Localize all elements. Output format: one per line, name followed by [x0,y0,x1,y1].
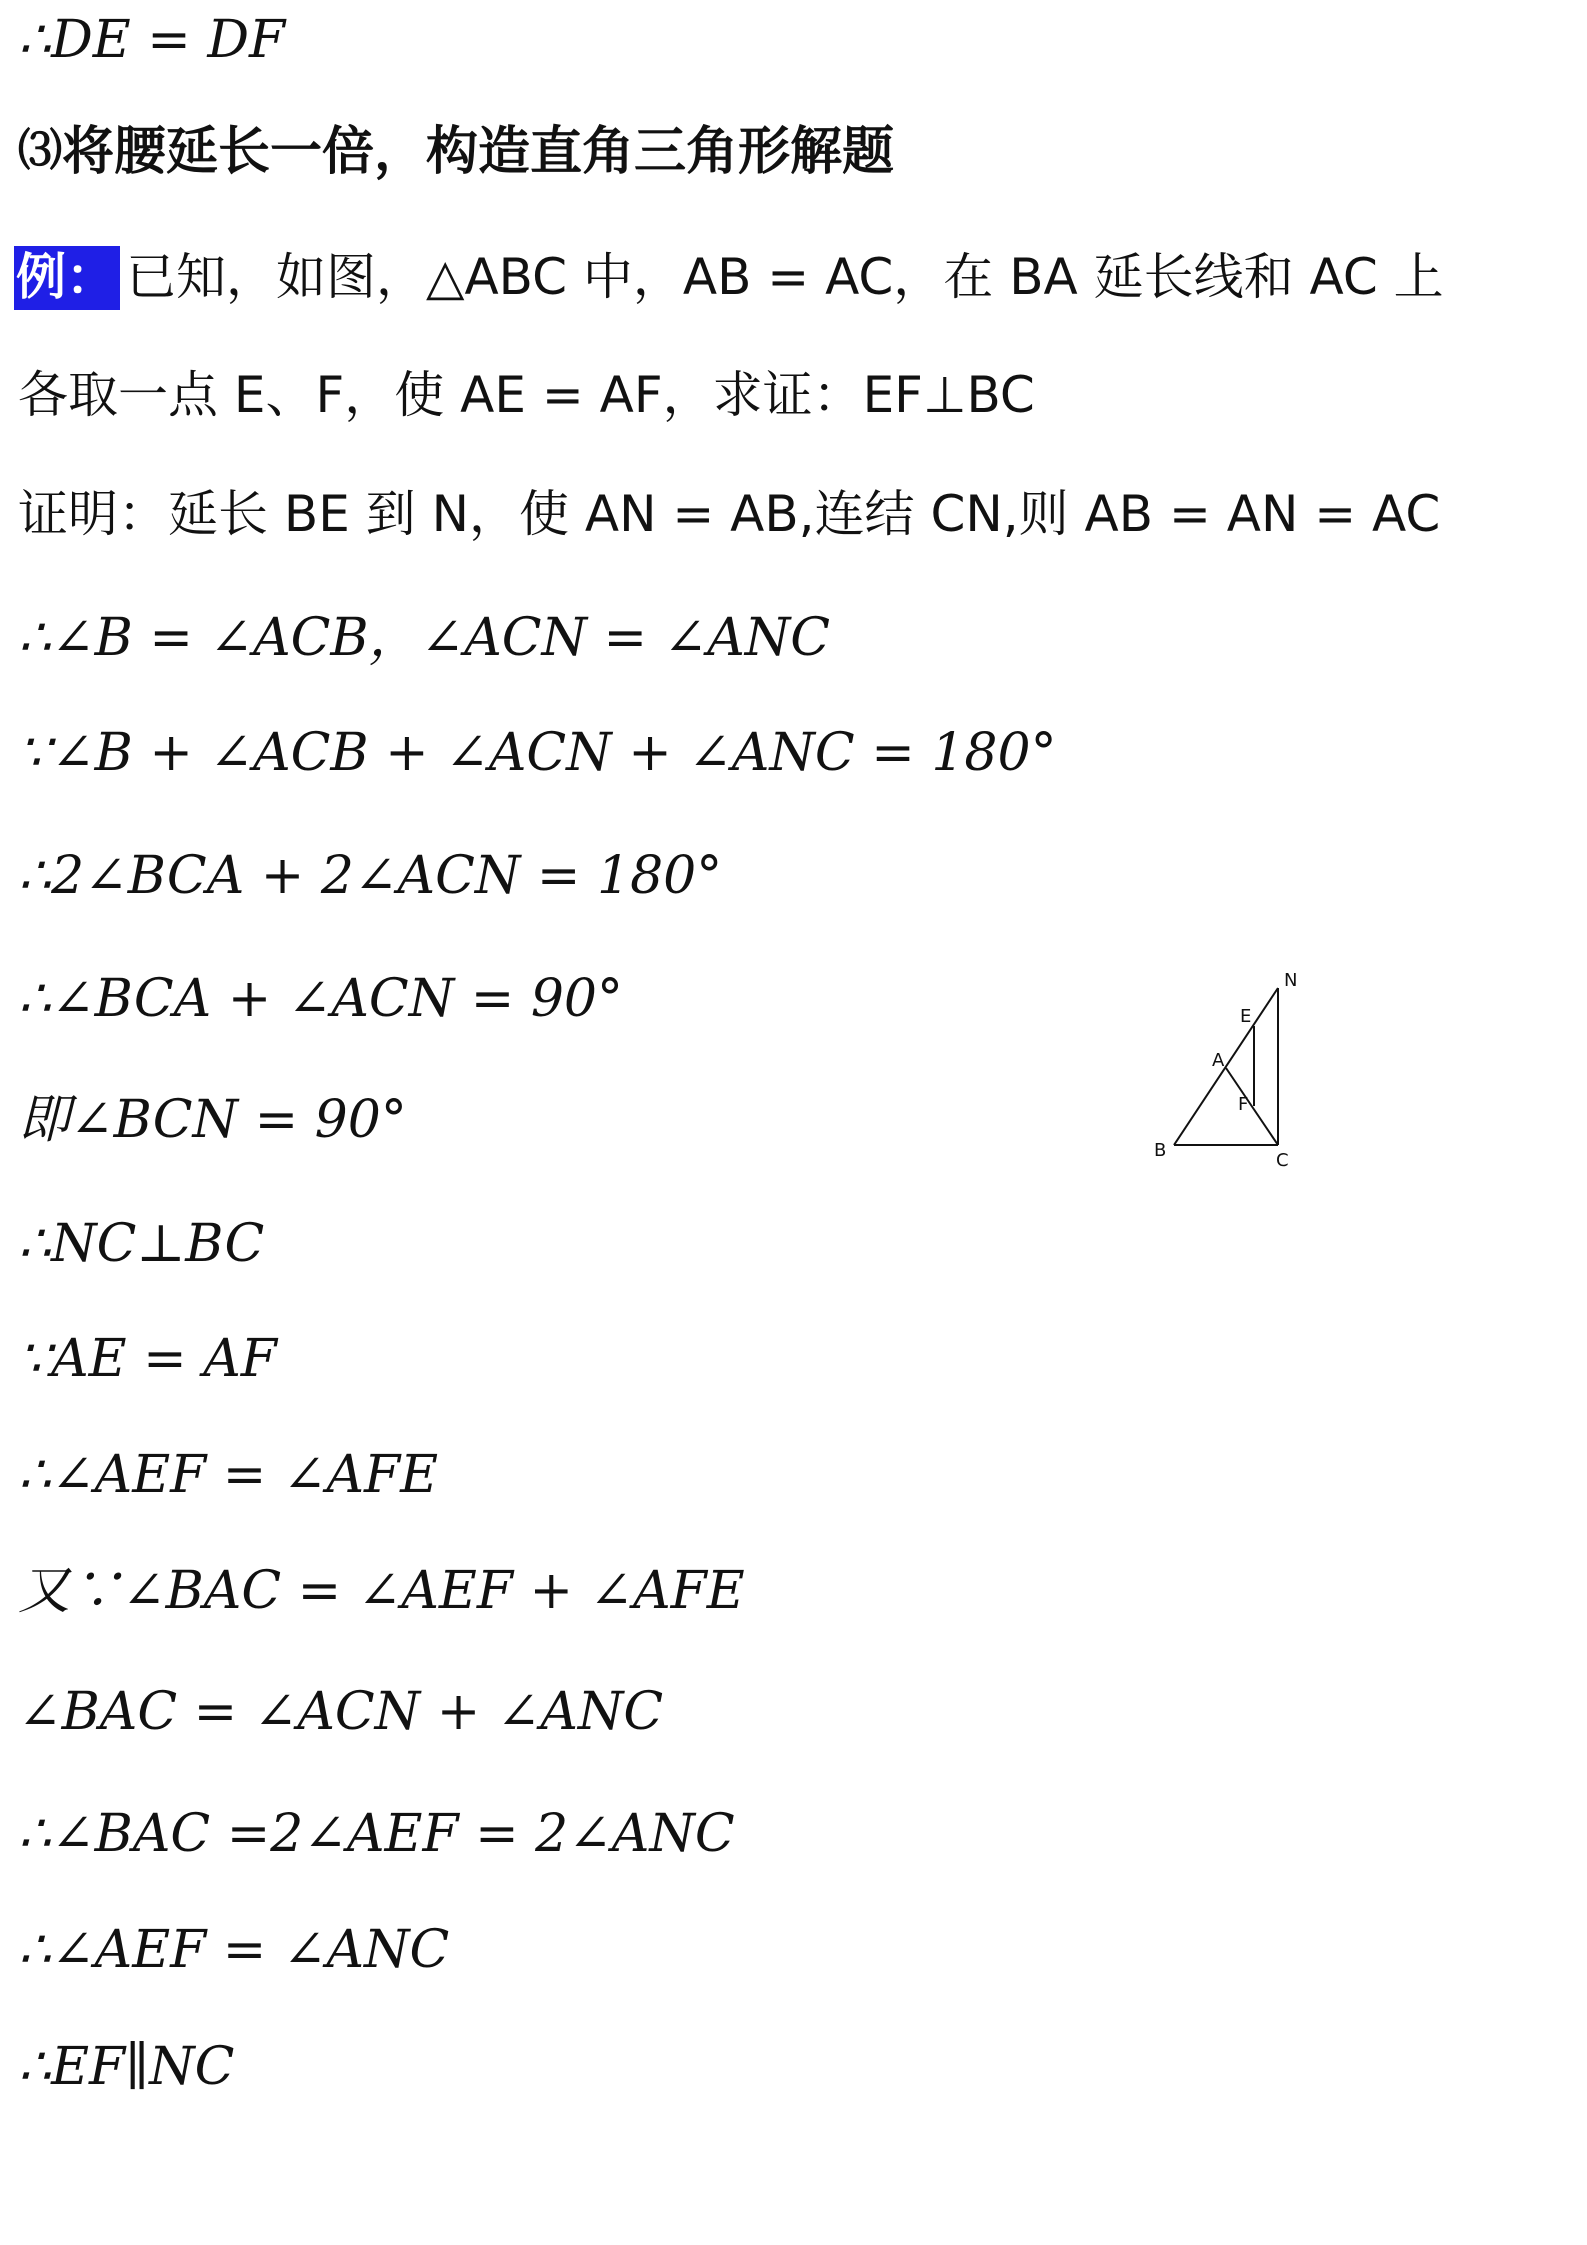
proof-start-line: 证明：延长 BE 到 N，使 AN = AB,连结 CN,则 AB = AN = AC [18,485,1441,543]
heading-text: 将腰延长一倍，构造直角三角形解题 [62,122,895,182]
proof-line-double-sum: ∴2∠BCA + 2∠ACN = 180° [18,846,723,906]
example-statement-line-1 [18,246,1444,310]
proof-line-angle-sum: ∵∠B + ∠ACB + ∠ACN + ∠ANC = 180° [18,723,1057,783]
proof-line-de-eq-df: ∴DE = DF [18,10,286,70]
heading-number: ⑶ [18,125,62,176]
label-f: F [1238,1094,1249,1115]
label-b: B [1154,1140,1167,1161]
proof-line-ae-eq-af: ∵AE = AF [18,1329,277,1389]
example-statement-text-1: 已知，如图，△ABC 中，AB = AC，在 BA 延长线和 AC 上 [126,248,1444,306]
label-n: N [1284,970,1298,991]
proof-line-sum-90: ∴∠BCA + ∠ACN = 90° [18,969,624,1029]
label-e: E [1240,1006,1252,1027]
proof-line-aef-eq-afe: ∴∠AEF = ∠AFE [18,1445,439,1505]
example-statement-line-2: 各取一点 E、F，使 AE = AF，求证：EF⊥BC [18,366,1035,424]
triangle-diagram [1150,970,1310,1170]
proof-line-angles-equal: ∴∠B = ∠ACB，∠ACN = ∠ANC [18,608,831,668]
proof-line-aef-eq-anc: ∴∠AEF = ∠ANC [18,1920,450,1980]
proof-line-nc-perp-bc: ∴NC⊥BC [18,1214,265,1274]
proof-line-bcn-90: 即∠BCN = 90° [18,1090,407,1150]
label-a: A [1212,1050,1225,1071]
segment-ac [1226,1068,1278,1145]
example-badge: 例： [14,246,120,310]
proof-line-ef-parallel-nc: ∴EF∥NC [18,2037,235,2097]
proof-line-bac-double: ∴∠BAC =2∠AEF = 2∠ANC [18,1804,735,1864]
proof-line-bac-sum-2: ∠BAC = ∠ACN + ∠ANC [18,1682,664,1742]
proof-line-bac-sum-1: 又∵∠BAC = ∠AEF + ∠AFE [18,1561,745,1621]
section-heading [18,122,895,182]
label-c: C [1276,1150,1289,1170]
